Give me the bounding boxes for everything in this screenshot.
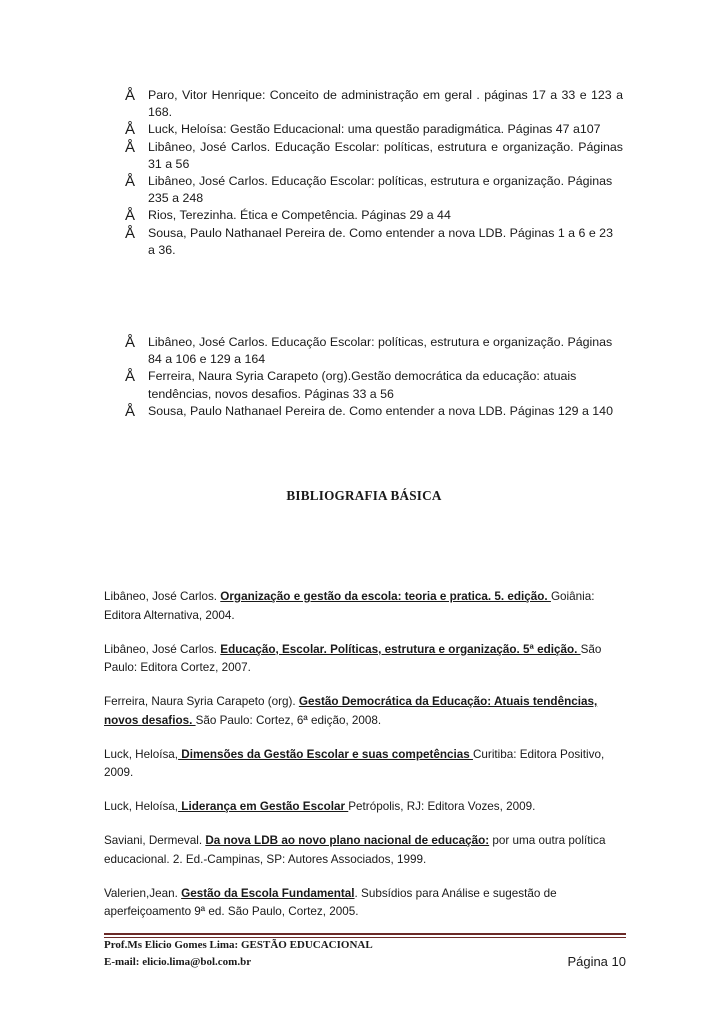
bullet-icon: Å [125, 402, 136, 420]
list-item: Å Libâneo, José Carlos. Educação Escolar: políticas, estrutura e organização. Páginas 235 a 248 [125, 173, 613, 206]
list-item: Å Libâneo, José Carlos. Educação Escolar: políticas, estrutura e organização. Páginas 31 a 56 [125, 138, 623, 171]
list-item: Å Sousa, Paulo Nathanael Pereira de. Como entender a nova LDB. Páginas 129 a 140 [125, 402, 613, 420]
bullet-icon: Å [125, 334, 136, 351]
bullet-icon: Å [125, 224, 136, 242]
bibliography-entry: Luck, Heloísa, Dimensões da Gestão Escolar e suas competências Curitiba: Editora Positivo, 2009. [104, 747, 605, 779]
work-title: Da nova LDB ao novo plano nacional de educação: [205, 834, 490, 847]
list-item: Å Sousa, Paulo Nathanael Pereira de. Como entender a nova LDB. Páginas 1 a 6 e 23 a 36. [125, 224, 613, 257]
work-title: Educação, Escolar. Políticas, estrutura e organização. 5ª edição. [220, 642, 581, 656]
page-footer [104, 938, 626, 969]
bibliography-list [104, 588, 628, 937]
bibliography-entry: Valerien,Jean. Gestão da Escola Fundamental. Subsídios para Análise e sugestão de aperfeiçoamento 9ª ed. São Paulo, Cortez, 2005. [104, 886, 557, 918]
bibliography-entry: Ferreira, Naura Syria Carapeto (org). Gestão Democrática da Educação: Atuais tendências, novos desafios. São Paulo: Cortez, 6ª edição, 2008. [104, 695, 598, 727]
bullet-icon: Å [125, 173, 136, 191]
list-item: Å Rios, Terezinha. Ética e Competência. Páginas 29 a 44 [125, 207, 451, 225]
work-title: Dimensões da Gestão Escolar e suas competências [178, 747, 473, 761]
footer-email: E-mail: elicio.lima@bol.com.br [104, 956, 252, 968]
list-item: Å Paro, Vitor Henrique: Conceito de administração em geral . páginas 17 a 33 e 123 a 168. [125, 87, 623, 120]
work-title: Gestão da Escola Fundamental [181, 886, 355, 900]
work-title: Liderança em Gestão Escolar [178, 800, 349, 813]
bibliography-entry: Luck, Heloísa, Liderança em Gestão Escolar Petrópolis, RJ: Editora Vozes, 2009. [104, 800, 536, 813]
footer-author: Prof.Ms Elicio Gomes Lima: GESTÃO EDUCACIONAL [104, 939, 373, 951]
footer-divider [104, 933, 626, 935]
list-item: Å Libâneo, José Carlos. Educação Escolar: políticas, estrutura e organização. Páginas 84 a 106 e 129 a 164 [125, 334, 613, 367]
work-title: Gestão Democrática da Educação: Atuais tendências, novos desafios. [104, 695, 598, 727]
list-item: Å Ferreira, Naura Syria Carapeto (org).Gestão democrática da educação: atuais tendências, novos desafios. Páginas 33 a 56 [125, 368, 577, 401]
bibliography-entry: Libâneo, José Carlos. Educação, Escolar. Políticas, estrutura e organização. 5ª edição. São Paulo: Editora Cortez, 2007. [104, 642, 602, 674]
bibliography-entry: Saviani, Dermeval. Da nova LDB ao novo plano nacional de educação: por uma outra política educacional. 2. Ed.-Campinas, SP: Autores Associados, 1999. [104, 834, 606, 866]
bullet-icon: Å [125, 207, 136, 225]
section-heading: BIBLIOGRAFIA BÁSICA [286, 488, 442, 503]
page-number: Página 10 [567, 954, 626, 969]
bibliography-entry: Libâneo, José Carlos. Organização e gestão da escola: teoria e pratica. 5. edição. Goiânia: Editora Alternativa, 2004. [104, 590, 595, 622]
bullet-icon: Å [125, 87, 136, 104]
bullet-icon: Å [125, 138, 136, 156]
bullet-icon: Å [125, 368, 136, 386]
bullet-icon: Å [125, 121, 136, 139]
reading-list-2 [125, 334, 623, 420]
list-item: Å Luck, Heloísa: Gestão Educacional: uma questão paradigmática. Páginas 47 a107 [125, 121, 601, 139]
reading-list-1 [125, 87, 623, 259]
work-title: Organização e gestão da escola: teoria e pratica. 5. edição. [220, 590, 551, 603]
